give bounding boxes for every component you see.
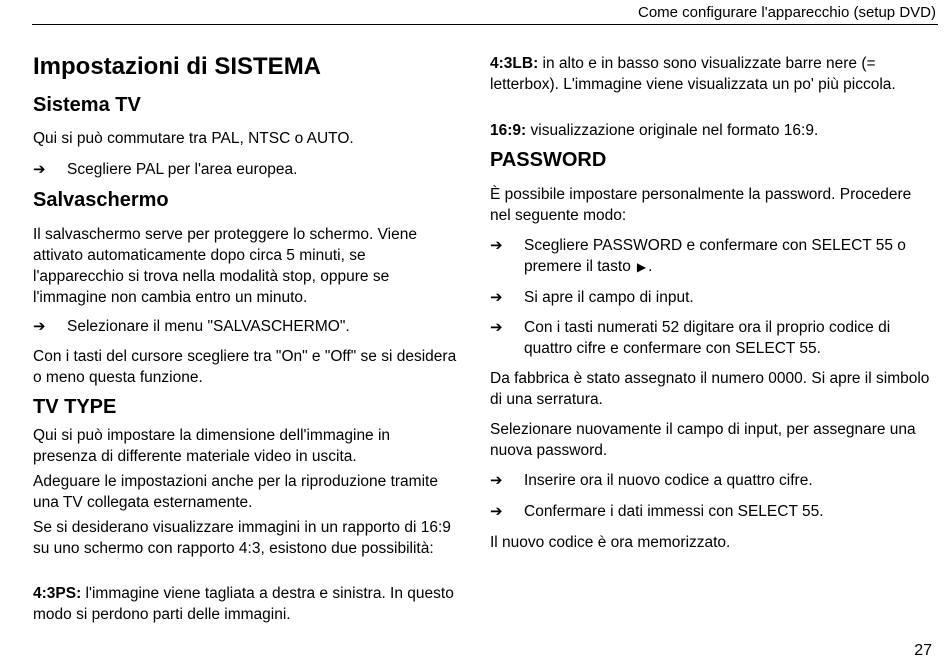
step-end: . (648, 258, 653, 275)
heading-screensaver: Salvaschermo (33, 189, 169, 211)
ps-text: l'immagine viene tagliata a destra e sinistra. In questo modo si perdono parti delle immagini. (33, 585, 454, 623)
password-step-2 (490, 287, 935, 308)
page-number: 27 (914, 642, 932, 659)
password-step-5 (490, 501, 935, 522)
page-header (32, 0, 938, 25)
heading-tv-system: Sistema TV (33, 94, 141, 116)
lb-label: 4:3LB: (490, 55, 539, 72)
arrow-right-icon: ➔ (490, 472, 503, 489)
ps-label: 4:3PS: (33, 585, 82, 602)
password-factory-text: Da fabbrica è stato assegnato il numero 0000. Si apre il simbolo di una serratura. (490, 370, 930, 408)
password-step-1 (490, 235, 935, 278)
tv-type-ps (33, 583, 458, 625)
lb-text: in alto e in basso sono visualizzate barre nere (= letterbox). L'immagine viene visualizzata un po' più piccola. (490, 55, 896, 93)
step-text: Si apre il campo di input. (524, 289, 694, 306)
tv-type-text-3: Se si desiderano visualizzare immagini in un rapporto di 16:9 su uno schermo con rapporto 4:3, esistono due possibilità: (33, 519, 451, 557)
step-text: Inserire ora il nuovo codice a quattro cifre. (524, 472, 813, 489)
arrow-right-icon: ➔ (33, 161, 46, 178)
screensaver-text: Il salvaschermo serve per proteggere lo schermo. Viene attivato automaticamente dopo circa 5 minuti, se l'apparecchio si trova nella modalità stop, oppure se l'immagine non cambia entro un minuto. (33, 226, 417, 306)
tv-type-wide (490, 120, 935, 141)
step-text: Scegliere PAL per l'area europea. (67, 161, 298, 178)
password-step-3 (490, 317, 935, 359)
arrow-right-icon: ➔ (490, 503, 503, 520)
screensaver-step (33, 316, 458, 337)
tv-type-lb (490, 53, 935, 95)
arrow-right-icon: ➔ (490, 237, 503, 254)
arrow-right-icon: ➔ (33, 318, 46, 335)
arrow-right-icon: ➔ (490, 289, 503, 306)
password-intro: È possibile impostare personalmente la password. Procedere nel seguente modo: (490, 186, 912, 224)
step-text: Confermare i dati immessi con SELECT 55. (524, 503, 824, 520)
arrow-right-icon: ➔ (490, 319, 503, 336)
heading-password: PASSWORD (490, 149, 607, 171)
password-step-4 (490, 470, 935, 491)
step-text: Selezionare il menu "SALVASCHERMO". (67, 318, 350, 335)
heading-tv-type: TV TYPE (33, 396, 117, 418)
page-title: Impostazioni di SISTEMA (33, 53, 322, 80)
tv-system-text: Qui si può commutare tra PAL, NTSC o AUTO. (33, 130, 354, 147)
password-select-text: Selezionare nuovamente il campo di input, per assegnare una nuova password. (490, 421, 916, 459)
header-title: Come configurare l'apparecchio (setup DVD) (637, 4, 936, 21)
tv-system-step (33, 159, 458, 180)
step-text: Con i tasti numerati 52 digitare ora il proprio codice di quattro cifre e confermare con SELECT 55. (524, 319, 891, 357)
wide-text: visualizzazione originale nel formato 16:9. (526, 122, 819, 139)
screensaver-text-2: Con i tasti del cursore scegliere tra "On" e "Off" se si desidera o meno questa funzione. (33, 348, 457, 386)
wide-label: 16:9: (490, 122, 527, 139)
play-triangle-icon: ▶ (636, 260, 647, 274)
tv-type-text-1: Qui si può impostare la dimensione dell'immagine in presenza di differente materiale video in uscita. (33, 427, 391, 465)
step-text: Scegliere PASSWORD e confermare con SELECT 55 o premere il tasto (524, 237, 906, 275)
password-done-text: Il nuovo codice è ora memorizzato. (490, 534, 731, 551)
tv-type-text-2: Adeguare le impostazioni anche per la riproduzione tramite una TV collegata esternamente. (33, 473, 438, 511)
